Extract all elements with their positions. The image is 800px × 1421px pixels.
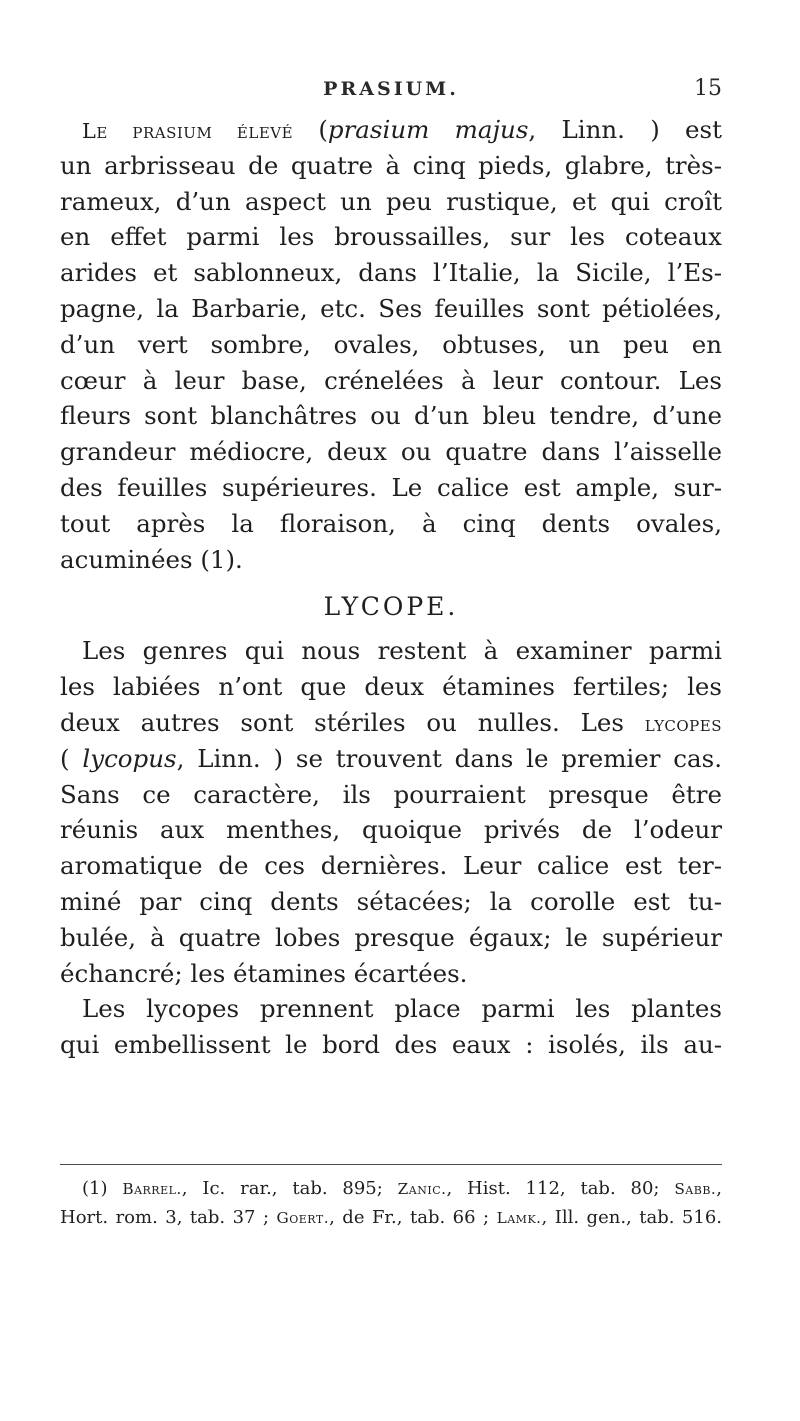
paragraph-1-line-2: un arbrisseau de quatre à cinq pieds, glabre, très- [60, 150, 722, 180]
text-fragment: , Ill. gen., tab. 516. [541, 1207, 722, 1228]
footnotes [60, 1174, 722, 1232]
paragraph-2-line-6: réunis aux menthes, quoique privés de l’odeur [60, 815, 722, 845]
text-fragment: (1) [82, 1178, 123, 1199]
paragraph-2-line-9: bulée, à quatre lobes presque égaux; le supérieur [60, 922, 722, 952]
text-fragment: , Ic. rar., tab. 895; [181, 1178, 398, 1199]
paragraph-1-line-5: arides et sablonneux, dans l’Italie, la Sicile, l’Es- [60, 258, 722, 288]
footnote-line-1 [60, 1174, 722, 1203]
small-caps-author: Lamk. [496, 1209, 542, 1227]
small-caps-author: Zanic. [397, 1180, 447, 1198]
paragraph-2-line-3 [60, 705, 722, 741]
paragraph-1-line-8: cœur à leur base, crénelées à leur contour. Les [60, 365, 722, 395]
paragraph-1-line-3: rameux, d’un aspect un peu rustique, et qui croît [60, 186, 722, 216]
small-caps-author: Goert. [276, 1209, 330, 1227]
text-fragment: ( [60, 743, 83, 773]
page-header [60, 78, 722, 108]
paragraph-1-line-9: fleurs sont blanchâtres ou d’un bleu tendre, d’une [60, 401, 722, 431]
paragraph-1-line-6: pagne, la Barbarie, etc. Ses feuilles sont pétiolées, [60, 293, 722, 323]
small-caps-author: Sabb. [674, 1180, 717, 1198]
italic-term: prasium majus [327, 115, 529, 144]
small-caps-term: Le prasium élevé [82, 119, 294, 143]
text-fragment: , [716, 1178, 723, 1199]
text-fragment: , Linn. ) est [528, 115, 722, 144]
main-text [60, 112, 722, 1063]
paragraph-2-line-1: Les genres qui nous restent à examiner parmi [82, 636, 722, 666]
paragraph-1-line-11: des feuilles supérieures. Le calice est ample, sur- [60, 472, 722, 502]
paragraph-1-line-13: acuminées (1). [60, 544, 243, 574]
paragraph-2-line-2: les labiées n’ont que deux étamines fertiles; les [60, 672, 722, 702]
paragraph-2-line-4 [60, 741, 722, 777]
paragraph-2-line-8: miné par cinq dents sétacées; la corolle est tu- [60, 886, 722, 916]
italic-term: lycopus [82, 743, 177, 773]
paragraph-3-line-1: Les lycopes prennent place parmi les plantes [82, 994, 722, 1024]
paragraph-1-line-1 [60, 112, 722, 148]
paragraph-1-line-7: d’un vert sombre, ovales, obtuses, un peu en [60, 329, 722, 359]
paragraph-2-line-5: Sans ce caractère, ils pourraient presque être [60, 779, 722, 809]
footnote-rule [60, 1164, 722, 1165]
text-fragment: , de Fr., tab. 66 ; [329, 1207, 497, 1228]
paragraph-1-line-10: grandeur médiocre, deux ou quatre dans l’aisselle [60, 437, 722, 467]
paragraph-1-line-4: en effet parmi les broussailles, sur les coteaux [60, 222, 722, 252]
page-number: 15 [694, 76, 722, 101]
text-fragment: , Linn. ) se trouvent dans le premier cas. [176, 743, 722, 773]
text-fragment: deux autres sont stériles ou nulles. Les [60, 707, 645, 737]
footnote-line-2 [60, 1203, 722, 1232]
small-caps-term: lycopes [644, 711, 722, 736]
paragraph-2-line-7: aromatique de ces dernières. Leur calice est ter- [60, 851, 722, 881]
small-caps-author: Barrel. [122, 1180, 182, 1198]
section-title: LYCOPE. [323, 592, 459, 622]
paragraph-2-line-10: échancré; les étamines écartées. [60, 958, 468, 988]
text-fragment: Hort. rom. 3, tab. 37 ; [60, 1207, 277, 1228]
text-fragment: , Hist. 112, tab. 80; [446, 1178, 675, 1199]
running-title: PRASIUM. [323, 78, 459, 100]
text-fragment: ( [293, 115, 328, 144]
paragraph-3-line-2: qui embellissent le bord des eaux : isolés, ils au- [60, 1030, 722, 1060]
paragraph-1-line-12: tout après la floraison, à cinq dents ovales, [60, 508, 722, 538]
